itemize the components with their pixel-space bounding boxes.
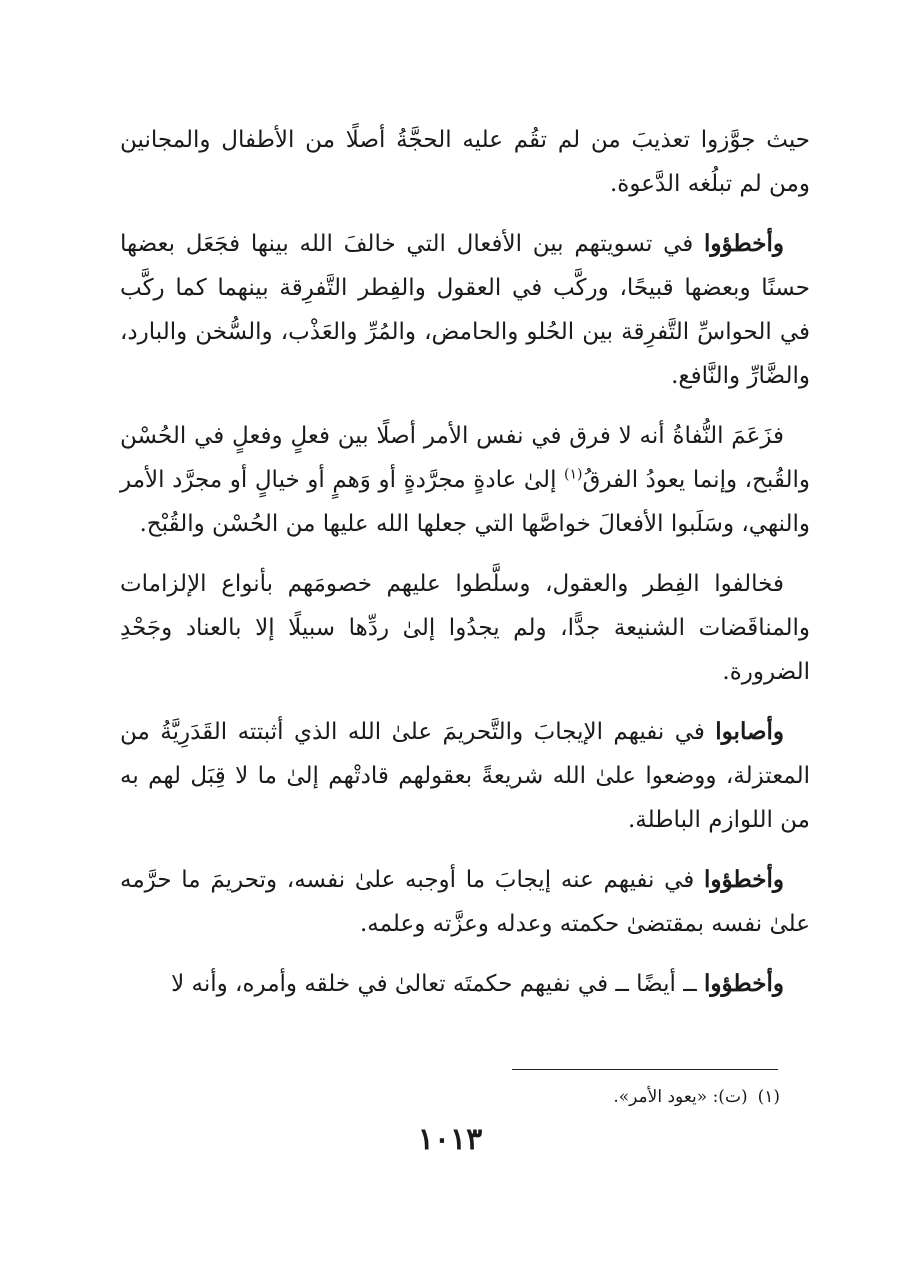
page-number: ١٠١٣	[417, 1122, 483, 1157]
paragraph-2-text: في تسويتهم بين الأفعال التي خالفَ الله بينها فجَعَل بعضها حسنًا وبعضها قبيحًا، وركَّب في العقول والفِطر التَّفرِقة بينهما كما ركَّب في الحواسِّ التَّفرِقة بين الحُلو والحامض، والمُرِّ والعَذْب، والسُّخن والبارد، والضَّارِّ والنَّافع.	[120, 231, 810, 389]
paragraph-5-lead: وأصابوا	[715, 718, 784, 745]
paragraph-5	[120, 710, 810, 842]
paragraph-1-text: حيث جوَّزوا تعذيبَ من لم تقُم عليه الحجَّةُ أصلًا من الأطفال والمجانين ومن لم تبلُغه الدَّعوة.	[120, 127, 810, 197]
paragraph-4	[120, 562, 810, 694]
paragraph-7-lead: وأخطؤوا	[704, 970, 784, 997]
paragraph-6-lead: وأخطؤوا	[704, 866, 784, 893]
footnote-divider	[512, 1069, 778, 1070]
footnote-reference: (١)	[564, 466, 583, 483]
paragraph-4-text: فخالفوا الفِطر والعقول، وسلَّطوا عليهم خصومَهم بأنواع الإلزامات والمناقَضات الشنيعة جدًّا، ولم يجدُوا إلىٰ ردِّها سبيلًا إلا بالعناد وجَحْدِ الضرورة.	[120, 571, 810, 685]
footnote	[100, 1084, 780, 1110]
paragraph-2-lead: وأخطؤوا	[704, 230, 784, 257]
paragraph-1	[120, 118, 810, 206]
paragraph-2	[120, 222, 810, 398]
paragraph-3-text-after: إلىٰ عادةٍ مجرَّدةٍ أو وَهمٍ أو خيالٍ أو مجرَّد الأمر والنهي، وسَلَبوا الأفعالَ خواصَّها التي جعلها الله عليها من الحُسْن والقُبْح.	[120, 467, 810, 537]
main-text	[120, 118, 810, 1022]
paragraph-5-text: في نفيهم الإيجابَ والتَّحريمَ علىٰ الله الذي أثبتته القَدَرِيَّةُ من المعتزلة، ووضعوا علىٰ الله شريعةً بعقولهم قادتْهم إلىٰ ما لا قِبَل لهم به من اللوازم الباطلة.	[120, 719, 810, 833]
paragraph-7	[120, 962, 810, 1006]
footnote-number: (١)	[757, 1087, 780, 1107]
paragraph-3-text-before: فزَعَمَ النُّفاةُ أنه لا فرق في نفس الأمر أصلًا بين فعلٍ وفعلٍ في الحُسْن والقُبح، وإنما يعودُ الفرقُ	[120, 423, 810, 493]
paragraph-6-text: في نفيهم عنه إيجابَ ما أوجبه علىٰ نفسه، وتحريمَ ما حرَّمه علىٰ نفسه بمقتضىٰ حكمته وعدله وعزَّته وعلمه.	[120, 867, 810, 937]
paragraph-7-text: ــ أيضًا ــ في نفيهم حكمتَه تعالىٰ في خلقه وأمره، وأنه لا	[171, 971, 705, 997]
paragraph-3	[120, 414, 810, 546]
paragraph-6	[120, 858, 810, 946]
footnote-text: (ت): «يعود الأمر».	[613, 1087, 748, 1107]
